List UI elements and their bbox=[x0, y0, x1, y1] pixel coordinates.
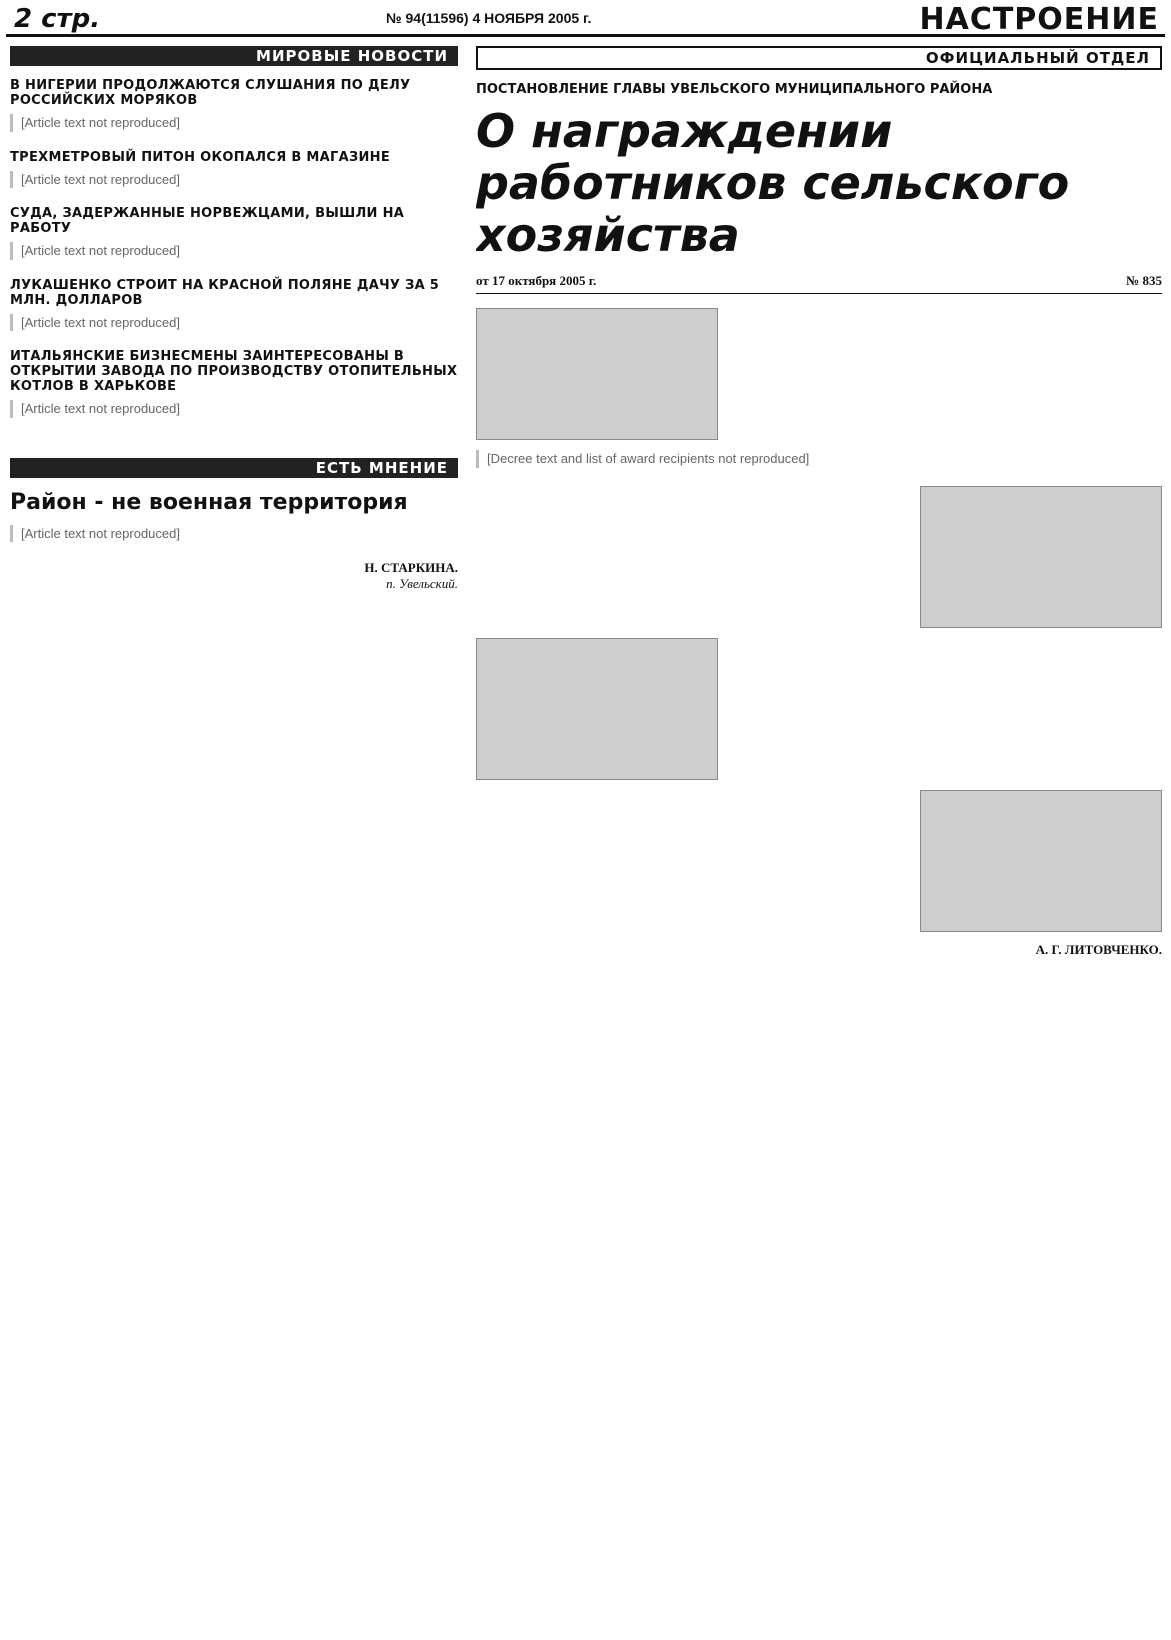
article-title: В НИГЕРИИ ПРОДОЛЖАЮТСЯ СЛУШАНИЯ ПО ДЕЛУ РОССИЙСКИХ МОРЯКОВ bbox=[10, 78, 411, 108]
article-title: ТРЕХМЕТРОВЫЙ ПИТОН ОКОПАЛСЯ В МАГАЗИНЕ bbox=[10, 149, 391, 165]
right-column bbox=[476, 46, 1162, 1626]
main-headline: О награждении работников сельского хозяйства bbox=[476, 104, 1070, 262]
decree-date: от 17 октября 2005 г. bbox=[476, 273, 597, 288]
article-body: [Article text not reproduced] bbox=[10, 242, 458, 260]
article-body: [Article text not reproduced] bbox=[10, 114, 458, 132]
page-number: 2 стр. bbox=[14, 4, 101, 34]
decree-kicker: ПОСТАНОВЛЕНИЕ ГЛАВЫ УВЕЛЬСКОГО МУНИЦИПАЛЬНОГО РАЙОНА bbox=[476, 82, 993, 97]
world-news-rubric: МИРОВЫЕ НОВОСТИ bbox=[10, 46, 458, 66]
article-title: СУДА, ЗАДЕРЖАННЫЕ НОРВЕЖЦАМИ, ВЫШЛИ НА РАБОТУ bbox=[10, 206, 405, 237]
decree-number: № 835 bbox=[1126, 273, 1162, 288]
newspaper-title: НАСТРОЕНИЕ bbox=[919, 2, 1159, 37]
decree-body: [Decree text and list of award recipients not reproduced] bbox=[476, 450, 1162, 468]
photo-cattle bbox=[476, 638, 718, 780]
photo-tractor bbox=[920, 790, 1162, 932]
opinion-body: [Article text not reproduced] bbox=[10, 525, 458, 543]
opinion-title: Район - не военная территория bbox=[10, 489, 408, 515]
article-title: ИТАЛЬЯНСКИЕ БИЗНЕСМЕНЫ ЗАИНТЕРЕСОВАНЫ В ОТКРЫТИИ ЗАВОДА ПО ПРОИЗВОДСТВУ ОТОПИТЕЛЬНЫХ КОТЛОВ В ХАРЬКОВЕ bbox=[10, 349, 458, 395]
article-body: [Article text not reproduced] bbox=[10, 314, 458, 332]
decree-signature: А. Г. ЛИТОВЧЕНКО. bbox=[1035, 941, 1162, 957]
photo-harvest bbox=[476, 308, 718, 440]
masthead bbox=[6, 4, 1165, 37]
left-column bbox=[10, 46, 458, 1626]
opinion-rubric: ЕСТЬ МНЕНИЕ bbox=[10, 458, 458, 478]
article-body: [Article text not reproduced] bbox=[10, 400, 458, 418]
article-body: [Article text not reproduced] bbox=[10, 171, 458, 189]
decree-meta bbox=[476, 273, 1162, 294]
opinion-author: Н. СТАРКИНА. bbox=[364, 560, 458, 576]
issue-info: № 94(11596) 4 НОЯБРЯ 2005 г. bbox=[386, 10, 592, 26]
photo-excavator bbox=[920, 486, 1162, 628]
article-title: ЛУКАШЕНКО СТРОИТ НА КРАСНОЙ ПОЛЯНЕ ДАЧУ ЗА 5 МЛН. ДОЛЛАРОВ bbox=[10, 277, 440, 308]
opinion-place: п. Увельский. bbox=[386, 576, 458, 592]
official-rubric: ОФИЦИАЛЬНЫЙ ОТДЕЛ bbox=[476, 46, 1162, 70]
